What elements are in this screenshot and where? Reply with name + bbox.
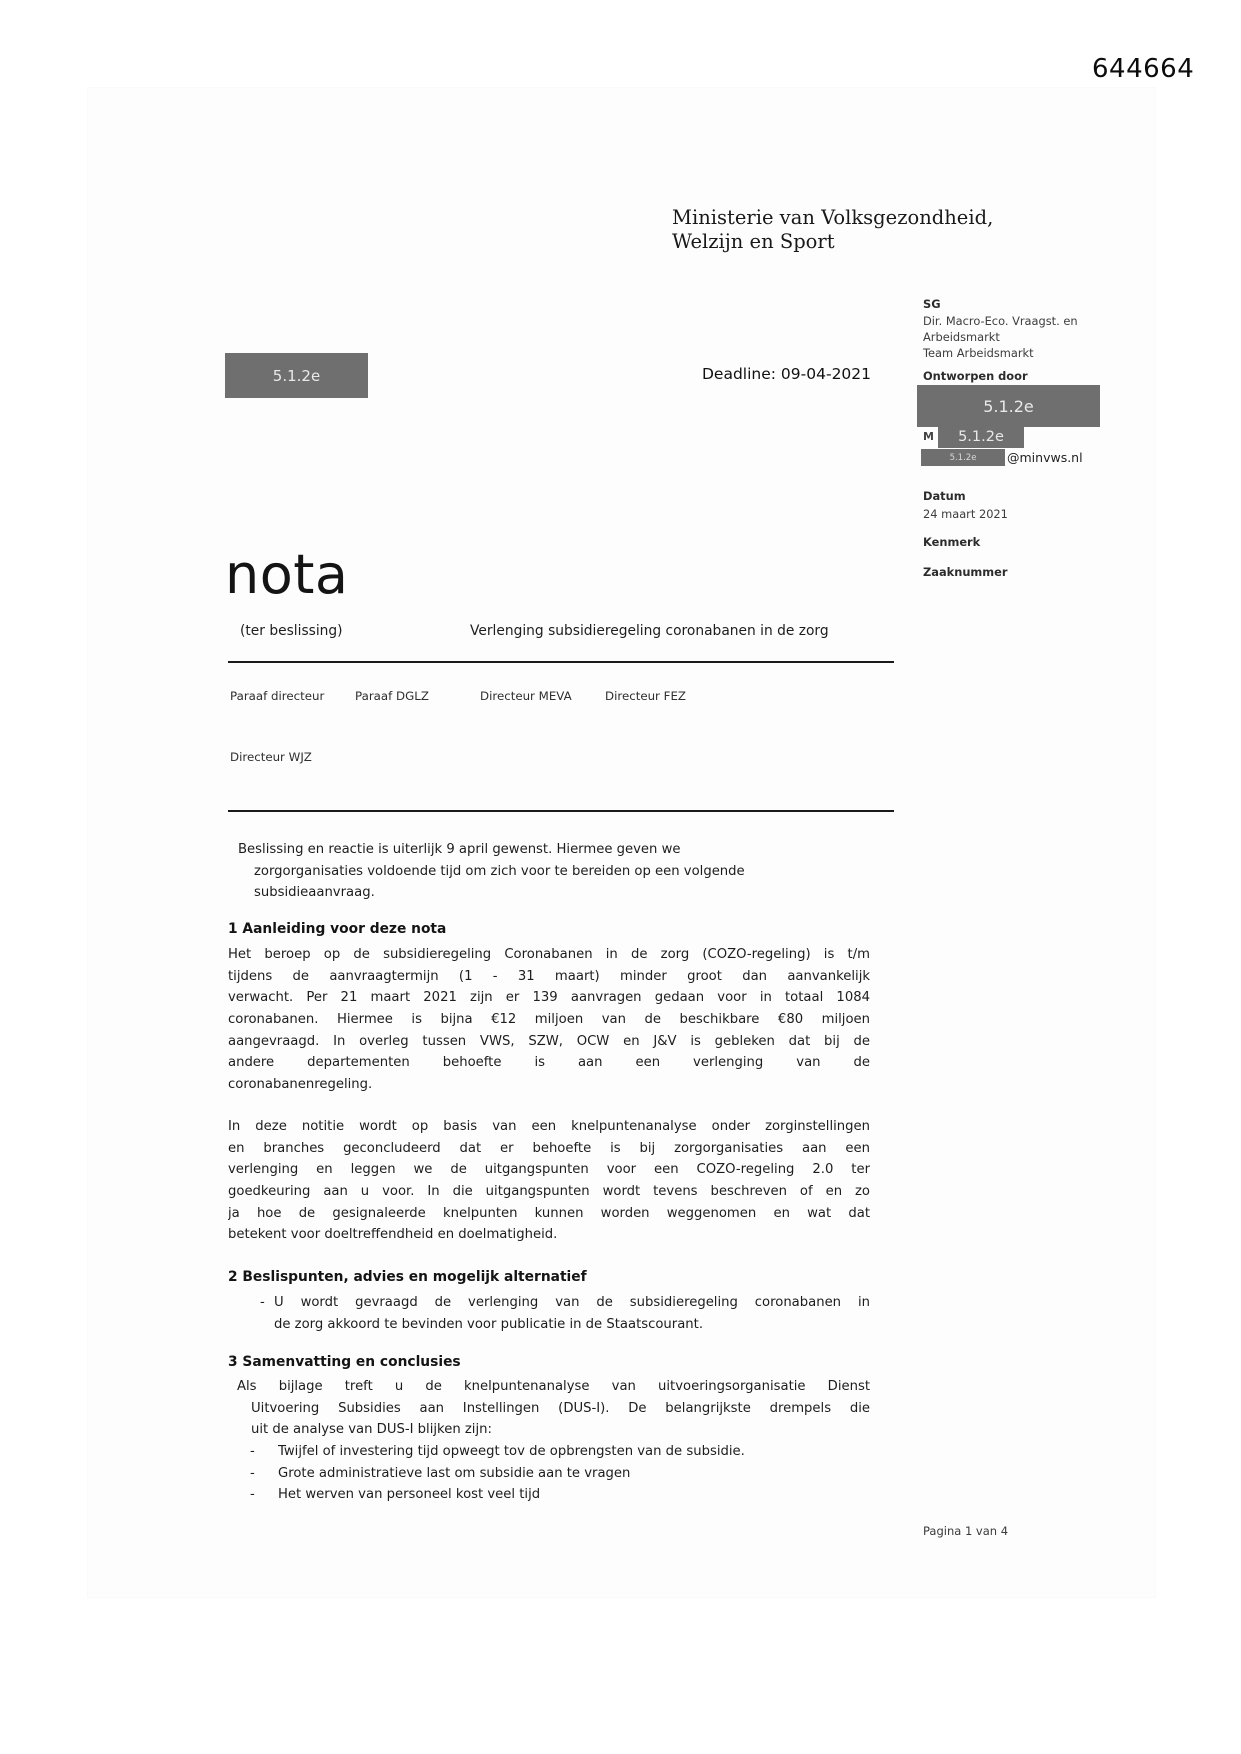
bullet-text: Het werven van personeel kost veel tijd: [278, 1487, 541, 1503]
redaction-box-email: 5.1.2e: [921, 449, 1005, 466]
divider-bottom: [228, 810, 894, 812]
sidebar-zaaknummer-label: Zaaknummer: [923, 565, 1008, 579]
signoff-directeur-meva: Directeur MEVA: [480, 689, 572, 703]
paragraph-line: goedkeuring aan u voor. In die uitgangspunten wordt tevens beschreven of en zo: [228, 1184, 870, 1200]
section2-bullet-line1: [260, 1292, 870, 1314]
section2-bullet-line2: de zorg akkoord te bevinden voor publicatie in de Staatscourant.: [274, 1316, 704, 1332]
sidebar-ontworpen-label: Ontworpen door: [923, 369, 1028, 383]
nota-title: nota: [225, 543, 349, 606]
section2-heading: 2 Beslispunten, advies en mogelijk alternatief: [228, 1269, 587, 1285]
section3-line1: Als bijlage treft u de knelpuntenanalyse van uitvoeringsorganisatie Dienst: [237, 1379, 870, 1394]
sidebar-datum-label: Datum: [923, 489, 966, 503]
sidebar-datum-value: 24 maart 2021: [923, 507, 1008, 521]
bullet-dash: -: [250, 1444, 255, 1459]
section3-bullet: [250, 1484, 540, 1506]
paragraph-line: coronabanenregeling.: [228, 1077, 373, 1093]
sidebar-m-label: M: [923, 430, 934, 443]
redaction-box-designer: 5.1.2e: [917, 385, 1100, 427]
bullet-dash: -: [250, 1487, 255, 1503]
sidebar-kenmerk-label: Kenmerk: [923, 535, 981, 549]
document-number: 644664: [1092, 54, 1195, 84]
section1-heading: 1 Aanleiding voor deze nota: [228, 921, 447, 937]
section3-heading: 3 Samenvatting en conclusies: [228, 1354, 461, 1370]
decision-note-line3: subsidieaanvraag.: [254, 885, 375, 901]
section3-line3: uit de analyse van DUS-I blijken zijn:: [251, 1422, 492, 1438]
signoff-paraaf-dglz: Paraaf DGLZ: [355, 689, 429, 703]
sidebar-org-line2: Arbeidsmarkt: [923, 330, 1000, 344]
paragraph-line: ja hoe de gesignaleerde knelpunten kunnen worden weggenomen en wat dat: [228, 1205, 870, 1221]
section1-paragraph1: [228, 944, 870, 1096]
paragraph-line: betekent voor doeltreffendheid en doelmatigheid.: [228, 1227, 558, 1243]
paragraph-line: coronabanen. Hiermee is bijna €12 miljoen van de beschikbare €80 miljoen: [228, 1012, 870, 1028]
paragraph-line: verlenging en leggen we de uitgangspunten voor een COZO-regeling 2.0 ter: [228, 1162, 870, 1178]
signoff-directeur-fez: Directeur FEZ: [605, 689, 686, 703]
nota-subtitle: (ter beslissing): [240, 623, 343, 639]
section3-bullet: [250, 1441, 745, 1463]
paragraph-line: andere departementen behoefte is aan een verlenging van de: [228, 1055, 870, 1071]
nota-subject: Verlenging subsidieregeling coronabanen in de zorg: [470, 623, 829, 639]
redaction-box-left: 5.1.2e: [225, 353, 368, 398]
section3-bullet: [250, 1463, 630, 1485]
bullet-text: Twijfel of investering tijd opweegt tov de opbrengsten van de subsidie.: [278, 1444, 745, 1459]
section1-paragraph2: [228, 1116, 870, 1246]
paragraph-line: In deze notitie wordt op basis van een knelpuntenanalyse onder zorginstellingen: [228, 1119, 870, 1134]
bullet-dash: -: [260, 1295, 265, 1310]
page-number: Pagina 1 van 4: [923, 1524, 1009, 1538]
sidebar-sg-label: SG: [923, 297, 941, 311]
paragraph-line: Het beroep op de subsidieregeling Coronabanen in de zorg (COZO-regeling) is t/m: [228, 947, 870, 962]
bullet-text: Grote administratieve last om subsidie aan te vragen: [278, 1465, 631, 1481]
paragraph-line: verwacht. Per 21 maart 2021 zijn er 139 aanvragen gedaan voor in totaal 1084: [228, 990, 870, 1006]
section3-line2: Uitvoering Subsidies aan Instellingen (DUS-I). De belangrijkste drempels die: [251, 1400, 870, 1416]
decision-note-line1: Beslissing en reactie is uiterlijk 9 april gewenst. Hiermee geven we: [238, 842, 681, 857]
ministry-header: [672, 206, 993, 253]
signoff-directeur-wjz: Directeur WJZ: [230, 750, 312, 764]
sidebar-org-line1: Dir. Macro-Eco. Vraagst. en: [923, 314, 1078, 328]
paragraph-line: aangevraagd. In overleg tussen VWS, SZW, OCW en J&V is gebleken dat bij de: [228, 1033, 870, 1049]
sidebar-org-line3: Team Arbeidsmarkt: [923, 346, 1034, 360]
paragraph-line: tijdens de aanvraagtermijn (1 - 31 maart) minder groot dan aanvankelijk: [228, 968, 870, 984]
divider-top: [228, 661, 894, 663]
ministry-line2: Welzijn en Sport: [672, 229, 835, 253]
signoff-paraaf-directeur: Paraaf directeur: [230, 689, 325, 703]
email-suffix: @minvws.nl: [1007, 450, 1083, 465]
ministry-line1: Ministerie van Volksgezondheid,: [672, 206, 994, 229]
deadline-text: Deadline: 09-04-2021: [702, 365, 872, 383]
bullet-dash: -: [250, 1465, 255, 1481]
redaction-box-phone: 5.1.2e: [938, 426, 1024, 448]
paragraph-line: en branches geconcludeerd dat er behoefte is bij zorgorganisaties aan een: [228, 1140, 870, 1156]
decision-note-line2: zorgorganisaties voldoende tijd om zich voor te bereiden op een volgende: [254, 863, 745, 879]
bullet-text: U wordt gevraagd de verlenging van de subsidieregeling coronabanen in: [274, 1295, 870, 1310]
